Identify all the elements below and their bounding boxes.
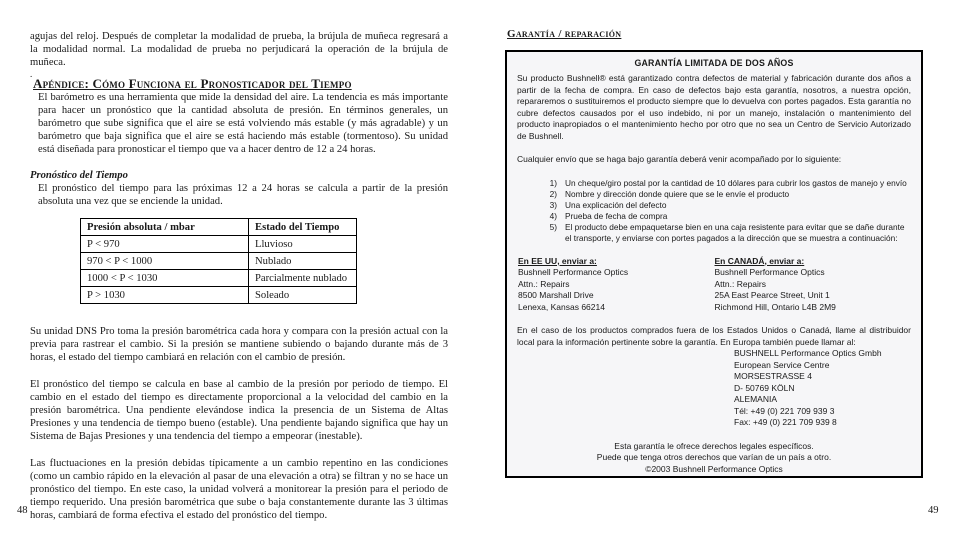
address-line: Lenexa, Kansas 66214 <box>518 301 605 312</box>
list-item <box>517 189 911 200</box>
table-cell: Lluvioso <box>249 236 357 253</box>
table-cell: P < 970 <box>81 236 249 253</box>
list-number: 3) <box>549 199 557 210</box>
table-header-row <box>81 219 357 236</box>
address-line: Bushnell Performance Optics <box>714 267 825 277</box>
appendix-intro: El barómetro es una herramienta que mide la densidad del aire. La tendencia es más importante para hacer un pronóstico que la cantidad absoluta de presión. En términos generales, un barómetro que sube significa que el aire se está volviendo más estable (y más agradable) y un barómetro que baja significa que el aire se está haciendo más estable (tormentoso). Su unidad está diseñada para pronosticar el tiempo que va a hacer dentro de 12 a 24 horas. <box>38 92 448 155</box>
list-number: 5) <box>549 221 557 232</box>
page-number-left: 48 <box>17 505 28 516</box>
warranty-paragraph: Su producto Bushnell® está garantizado contra defectos de material y fabricación durante dos años a partir de la fecha de compra. En caso de defectos bajo esta garantía, nosotros, a nuestra opción, repararemos o sustituiremos el producto siempre que lo devuelva con portes pagados. Esta garantía no cubre defectos causados por el uso indebido, ni por un manejo, instalación o mantenimiento del producto inapropiados o el mantenimiento hecho por otro que no sea un Centro de Servicio Autorizado de Bushnell. <box>517 73 911 141</box>
list-item <box>517 211 911 222</box>
stray-dot: . <box>30 69 33 79</box>
table-cell: Parcialmente nublado <box>249 270 357 287</box>
warranty-paragraph: En el caso de los productos comprados fuera de los Estados Unidos o Canadá, llame al distribuidor local para la información pertinente sobre la garantía. En Europa también puede llamar al: <box>517 325 911 347</box>
list-text: El producto debe empaquetarse bien en una caja resistente para evitar que se dañe durante el transporte, y enviarse con portes pagados a la dirección que se muestra a continuación: <box>565 221 905 243</box>
address-line: Richmond Hill, Ontario L4B 2M9 <box>714 301 836 312</box>
table-cell: 970 < P < 1000 <box>81 253 249 270</box>
list-number: 2) <box>549 188 557 199</box>
list-text: Un cheque/giro postal por la cantidad de 10 dólares para cubrir los gastos de manejo y envío <box>565 177 907 188</box>
left-page <box>30 30 448 522</box>
addresses <box>517 256 911 314</box>
address-line: BUSHNELL Performance Optics Gmbh <box>734 348 882 358</box>
legal-line: ©2003 Bushnell Performance Optics <box>645 463 783 474</box>
address-line: Attn.: Repairs <box>518 278 570 289</box>
us-address-heading: En EE UU, enviar a: <box>518 255 597 266</box>
requirements-list <box>517 178 911 244</box>
address-line: MORSESTRASSE 4 <box>734 371 812 381</box>
table-header: Presión absoluta / mbar <box>81 219 249 236</box>
table-row <box>81 253 357 270</box>
table-cell: 1000 < P < 1030 <box>81 270 249 287</box>
appendix-title-rest: Cómo Funciona el Pronosticador del Tiempo <box>89 76 352 91</box>
address-line: Attn.: Repairs <box>714 278 766 289</box>
warranty-title: GARANTÍA LIMITADA DE DOS AÑOS <box>634 58 794 68</box>
canada-address <box>715 256 912 314</box>
legal-notice <box>517 441 911 476</box>
address-line: 25A East Pearce Street, Unit 1 <box>714 290 830 300</box>
pressure-table <box>80 218 357 304</box>
address-line: European Service Centre <box>734 359 830 370</box>
section-header: Garantía / reparación <box>507 28 622 40</box>
intro-paragraph: agujas del reloj. Después de completar la modalidad de prueba, la brújula de muñeca regresará a la modalidad normal. La modalidad de prueba no perjudicará la operación de la brújula de muñeca. <box>30 31 448 68</box>
table-header: Estado del Tiempo <box>249 219 357 236</box>
paragraph: El pronóstico del tiempo se calcula en base al cambio de la presión por periodo de tiempo. El cambio en el estado del tiempo es directamente proporcional a la velocidad del cambio en la presión barométrica. Una pendiente elevándose indica la presencia de un Sistema de Altas Presiones y una tendencia de tiempo bueno (estable). Una pendiente bajando significa que hay un Sistema de Bajas Presiones y una tendencia del tiempo a empeorar (inestable). <box>30 379 448 442</box>
table-row <box>81 287 357 304</box>
list-number: 4) <box>549 210 557 221</box>
address-line: Tél: +49 (0) 221 709 939 3 <box>734 405 835 416</box>
list-item <box>517 200 911 211</box>
appendix-title <box>33 77 448 90</box>
table-row <box>81 236 357 253</box>
page-number-right: 49 <box>928 505 939 516</box>
list-text: Una explicación del defecto <box>565 199 667 210</box>
warranty-box <box>505 50 923 478</box>
warranty-body <box>517 73 911 475</box>
legal-line: Puede que tenga otros derechos que varían de un país a otro. <box>596 452 832 462</box>
table-row <box>81 270 357 287</box>
address-line: D- 50769 KÖLN <box>734 382 795 393</box>
paragraph: Las fluctuaciones en la presión debidas típicamente a un cambio repentino en las condiciones (como un cambio rápido en la elevación al pasar de una elevación a otra) se filtran y no se hace un pronóstico del tiempo. En este caso, la unidad volverá a monitorear la presión para el periodo de tiempo requerido. Una presión barométrica que sube o baja constantemente durante las 3 últimas horas, cambiará de forma efectiva el estado del pronóstico del tiempo. <box>30 458 448 521</box>
list-number: 1) <box>549 177 557 188</box>
address-line: Fax: +49 (0) 221 709 939 8 <box>734 417 837 427</box>
table-cell: Nublado <box>249 253 357 270</box>
list-item <box>517 178 911 189</box>
list-item <box>517 222 911 244</box>
us-address <box>518 256 715 314</box>
list-text: Nombre y dirección donde quiere que se le envíe el producto <box>565 188 790 199</box>
list-text: Prueba de fecha de compra <box>565 210 668 221</box>
legal-line: Esta garantía le ofrece derechos legales específicos. <box>614 440 814 451</box>
canada-address-heading: En CANADÁ, enviar a: <box>714 255 805 266</box>
address-line: ALEMANIA <box>734 394 777 404</box>
table-cell: P > 1030 <box>81 287 249 304</box>
address-line: Bushnell Performance Optics <box>518 267 629 277</box>
warranty-paragraph: Cualquier envío que se haga bajo garantía deberá venir acompañado por lo siguiente: <box>517 154 842 164</box>
address-line: 8500 Marshall Drive <box>518 290 594 300</box>
paragraph: Su unidad DNS Pro toma la presión barométrica cada hora y compara con la presión actual con la previa para rastrear el cambio. Si la presión se mantiene subiendo o bajando durante más de 3 horas, el estado del tiempo cambiará en relación con el cambio de presión. <box>30 326 448 363</box>
forecast-heading: Pronóstico del Tiempo <box>30 170 128 181</box>
forecast-text: El pronóstico del tiempo para las próximas 12 a 24 horas se calcula a partir de la presión absoluta una vez que se enciende la unidad. <box>38 183 448 207</box>
appendix-title-prefix: Apéndice: <box>33 76 90 91</box>
europe-address <box>734 348 911 429</box>
table-cell: Soleado <box>249 287 357 304</box>
